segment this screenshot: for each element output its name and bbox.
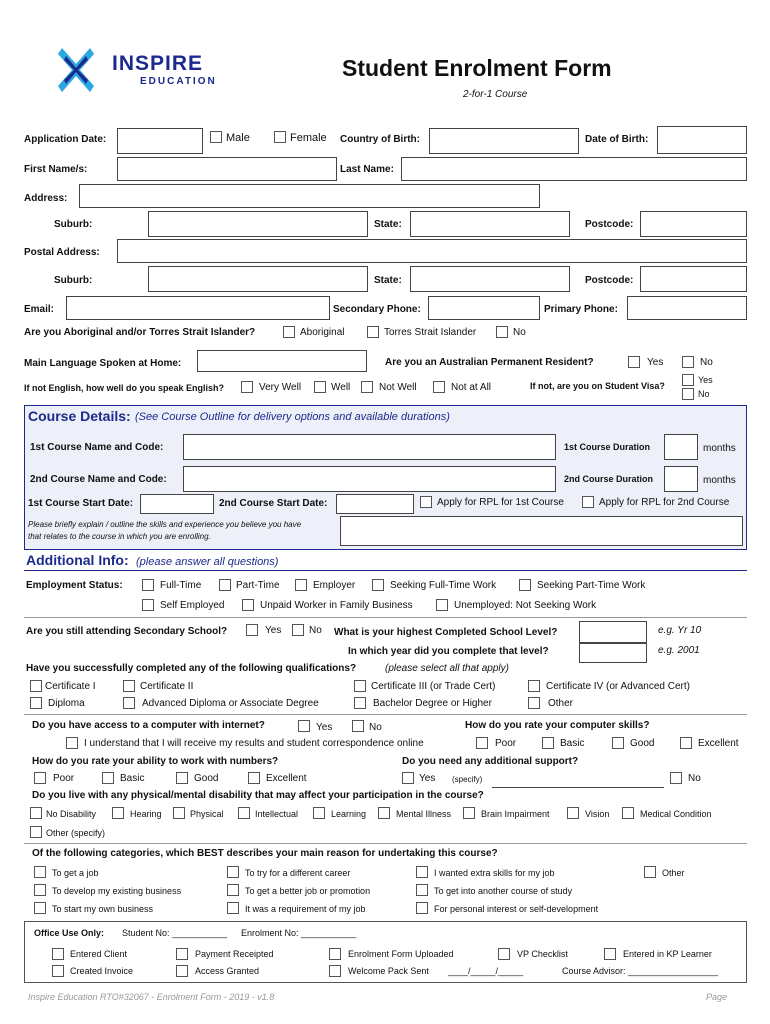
secondary-no-checkbox[interactable] [292, 624, 304, 636]
office-created-invoice-checkbox[interactable] [52, 965, 64, 977]
numbers-good-label: Good [194, 773, 219, 784]
male-checkbox[interactable] [210, 131, 222, 143]
highest-level-example: e.g. Yr 10 [658, 625, 702, 636]
reason-own-business-label: To start my own business [52, 904, 154, 914]
seeking-ft-checkbox[interactable] [372, 579, 384, 591]
reason-get-job-label: To get a job [52, 868, 99, 878]
office-use-title: Office Use Only: [34, 928, 105, 938]
main-language-label: Main Language Spoken at Home: [24, 358, 182, 369]
second-course-name-label: 2nd Course Name and Code: [30, 474, 167, 485]
office-entered-kp-checkbox[interactable] [604, 948, 616, 960]
page-title: Student Enrolment Form [342, 55, 612, 81]
explain-text-1: Please briefly explain / outline the skills and experience you believe you have [28, 520, 302, 529]
well-label: Well [331, 382, 351, 393]
cert3-label: Certificate III (or Trade Cert) [371, 681, 496, 692]
hearing-checkbox[interactable] [112, 807, 124, 819]
postal-address-field[interactable] [117, 239, 747, 263]
reason-another-course-label: To get into another course of study [434, 886, 573, 896]
cert1-label: Certificate I [45, 681, 96, 692]
address-field[interactable] [79, 184, 540, 208]
office-welcome-pack-label: Welcome Pack Sent [348, 966, 429, 976]
second-duration-field[interactable] [664, 466, 698, 492]
employer-checkbox[interactable] [295, 579, 307, 591]
reason-develop-label: To develop my existing business [52, 886, 182, 896]
reason-try-career-checkbox[interactable] [227, 866, 239, 878]
bachelor-label: Bachelor Degree or Higher [373, 698, 492, 709]
office-course-advisor: Course Advisor: __________________ [562, 966, 719, 976]
date-of-birth-field[interactable] [657, 126, 747, 154]
state-field[interactable] [410, 211, 570, 237]
understand-checkbox[interactable] [66, 737, 78, 749]
second-months-label: months [703, 475, 736, 486]
qual-other-checkbox[interactable] [528, 697, 540, 709]
reason-another-course-checkbox[interactable] [416, 884, 428, 896]
highest-level-question: What is your highest Completed School Level? [334, 627, 558, 638]
well-checkbox[interactable] [314, 381, 326, 393]
first-duration-label: 1st Course Duration [564, 442, 651, 452]
office-date-blank: ____/_____/_____ [448, 966, 524, 976]
first-start-label: 1st Course Start Date: [28, 498, 134, 509]
reason-question: Of the following categories, which BEST describes your main reason for undertaking this course? [32, 848, 498, 859]
office-payment-label: Payment Receipted [195, 949, 274, 959]
office-enrolment-no: Enrolment No: ___________ [241, 928, 357, 938]
numbers-question: How do you rate your ability to work with numbers? [32, 756, 279, 767]
visa-yes-checkbox[interactable] [682, 374, 694, 386]
seeking-pt-checkbox[interactable] [519, 579, 531, 591]
employer-label: Employer [313, 580, 356, 591]
suburb-field[interactable] [148, 211, 368, 237]
postcode-label: Postcode: [585, 219, 634, 230]
learning-label: Learning [331, 809, 367, 819]
employment-status-label: Employment Status: [26, 580, 123, 591]
cert1-checkbox[interactable] [30, 680, 42, 692]
qual-other-label: Other [548, 698, 574, 709]
numbers-excellent-label: Excellent [266, 773, 307, 784]
hearing-label: Hearing [130, 809, 162, 819]
additional-divider [24, 570, 747, 571]
self-employed-label: Self Employed [160, 600, 225, 611]
qualifications-divider [24, 714, 747, 715]
english-question: If not English, how well do you speak English? [24, 383, 225, 393]
postal-postcode-field[interactable] [640, 266, 747, 292]
footer-page: Page [706, 992, 728, 1002]
full-time-checkbox[interactable] [142, 579, 154, 591]
aboriginal-no-label: No [513, 327, 526, 338]
unemployed-label: Unemployed: Not Seeking Work [454, 600, 597, 611]
resident-yes-label: Yes [647, 357, 664, 368]
computer-no-label: No [369, 722, 382, 733]
resident-yes-checkbox[interactable] [628, 356, 640, 368]
skills-poor-checkbox[interactable] [476, 737, 488, 749]
visa-question: If not, are you on Student Visa? [530, 381, 665, 391]
reason-get-job-checkbox[interactable] [34, 866, 46, 878]
primary-phone-field[interactable] [627, 296, 747, 320]
suburb-label: Suburb: [54, 219, 93, 230]
postal-suburb-field[interactable] [148, 266, 368, 292]
reason-try-career-label: To try for a different career [245, 868, 351, 878]
highest-level-field[interactable] [579, 621, 647, 643]
office-entered-client-label: Entered Client [70, 949, 128, 959]
disability-question: Do you live with any physical/mental disability that may affect your participation in the course? [32, 790, 484, 801]
very-well-checkbox[interactable] [241, 381, 253, 393]
physical-checkbox[interactable] [173, 807, 185, 819]
secondary-yes-label: Yes [265, 625, 282, 636]
reason-personal-label: For personal interest or self-development [434, 904, 599, 914]
country-of-birth-field[interactable] [429, 128, 579, 154]
vision-label: Vision [585, 809, 610, 819]
mental-checkbox[interactable] [378, 807, 390, 819]
additional-info-note: (please answer all questions) [136, 556, 279, 568]
computer-skills-question: How do you rate your computer skills? [465, 720, 650, 731]
first-names-field[interactable] [117, 157, 337, 181]
address-label: Address: [24, 193, 68, 204]
reason-requirement-checkbox[interactable] [227, 902, 239, 914]
reason-requirement-label: It was a requirement of my job [245, 904, 366, 914]
reason-other-label: Other [662, 868, 685, 878]
office-access-granted-checkbox[interactable] [176, 965, 188, 977]
year-example: e.g. 2001 [658, 645, 700, 656]
aboriginal-question: Are you Aboriginal and/or Torres Strait Islander? [24, 327, 256, 338]
aboriginal-checkbox[interactable] [283, 326, 295, 338]
brand-name: INSPIRE [112, 52, 204, 75]
year-question: In which year did you complete that level? [348, 646, 549, 657]
skills-poor-label: Poor [495, 738, 517, 749]
first-duration-field[interactable] [664, 434, 698, 460]
aboriginal-no-checkbox[interactable] [496, 326, 508, 338]
computer-yes-checkbox[interactable] [298, 720, 310, 732]
not-at-all-checkbox[interactable] [433, 381, 445, 393]
support-specify-field[interactable] [492, 772, 664, 788]
qualifications-question: Have you successfully completed any of the following qualifications? [26, 663, 357, 674]
second-start-field[interactable] [336, 494, 414, 514]
cert4-checkbox[interactable] [528, 680, 540, 692]
numbers-poor-checkbox[interactable] [34, 772, 46, 784]
seeking-pt-label: Seeking Part-Time Work [537, 580, 646, 591]
explain-text-2: that relates to the course in which you are enrolling. [28, 532, 211, 541]
support-yes-checkbox[interactable] [402, 772, 414, 784]
rpl-second-label: Apply for RPL for 2nd Course [599, 497, 730, 508]
adv-diploma-checkbox[interactable] [123, 697, 135, 709]
primary-phone-label: Primary Phone: [544, 304, 618, 315]
part-time-checkbox[interactable] [219, 579, 231, 591]
skills-excellent-label: Excellent [698, 738, 739, 749]
disability-other-checkbox[interactable] [30, 826, 42, 838]
application-date-label: Application Date: [24, 134, 107, 145]
adv-diploma-label: Advanced Diploma or Associate Degree [142, 698, 319, 709]
mental-label: Mental Illness [396, 809, 452, 819]
secondary-phone-label: Secondary Phone: [333, 304, 421, 315]
office-welcome-pack-checkbox[interactable] [329, 965, 341, 977]
support-no-label: No [688, 773, 701, 784]
main-language-field[interactable] [197, 350, 367, 372]
last-name-field[interactable] [401, 157, 747, 181]
no-disability-checkbox[interactable] [30, 807, 42, 819]
cert4-label: Certificate IV (or Advanced Cert) [546, 681, 690, 692]
understand-label: I understand that I will receive my results and student correspondence online [84, 738, 424, 749]
email-field[interactable] [66, 296, 330, 320]
resident-no-label: No [700, 357, 713, 368]
support-question: Do you need any additional support? [402, 756, 579, 767]
skills-excellent-checkbox[interactable] [680, 737, 692, 749]
male-label: Male [226, 132, 250, 144]
postcode-field[interactable] [640, 211, 747, 237]
support-no-checkbox[interactable] [670, 772, 682, 784]
numbers-good-checkbox[interactable] [176, 772, 188, 784]
unpaid-label: Unpaid Worker in Family Business [260, 600, 413, 611]
disability-other-label: Other (specify) [46, 828, 106, 838]
year-field[interactable] [579, 643, 647, 663]
reason-other-checkbox[interactable] [644, 866, 656, 878]
additional-info-heading: Additional Info: [26, 552, 129, 568]
seeking-ft-label: Seeking Full-Time Work [390, 580, 497, 591]
bachelor-checkbox[interactable] [354, 697, 366, 709]
cert2-checkbox[interactable] [123, 680, 135, 692]
visa-no-checkbox[interactable] [682, 388, 694, 400]
secondary-yes-checkbox[interactable] [246, 624, 258, 636]
skills-basic-label: Basic [560, 738, 585, 749]
not-well-checkbox[interactable] [361, 381, 373, 393]
skills-good-checkbox[interactable] [612, 737, 624, 749]
computer-question: Do you have access to a computer with internet? [32, 720, 265, 731]
medical-label: Medical Condition [640, 809, 712, 819]
first-start-field[interactable] [140, 494, 214, 514]
visa-no-label: No [698, 389, 710, 399]
country-of-birth-label: Country of Birth: [340, 134, 420, 145]
explain-field[interactable] [340, 516, 743, 546]
reason-personal-checkbox[interactable] [416, 902, 428, 914]
first-months-label: months [703, 443, 736, 454]
office-entered-kp-label: Entered in KP Learner [623, 949, 712, 959]
self-employed-checkbox[interactable] [142, 599, 154, 611]
reason-extra-skills-checkbox[interactable] [416, 866, 428, 878]
footer-text: Inspire Education RTO#32067 - Enrolment Form - 2019 - v1.8 [28, 992, 275, 1002]
postal-suburb-label: Suburb: [54, 275, 93, 286]
second-duration-label: 2nd Course Duration [564, 474, 654, 484]
learning-checkbox[interactable] [313, 807, 325, 819]
reason-extra-skills-label: I wanted extra skills for my job [434, 868, 555, 878]
unemployed-checkbox[interactable] [436, 599, 448, 611]
reason-develop-checkbox[interactable] [34, 884, 46, 896]
support-specify-label: (specify) [452, 775, 483, 784]
rpl-first-checkbox[interactable] [420, 496, 432, 508]
employment-divider [24, 617, 747, 618]
medical-checkbox[interactable] [622, 807, 634, 819]
course-details-note: (See Course Outline for delivery options and available durations) [135, 411, 450, 423]
postal-state-field[interactable] [410, 266, 570, 292]
reason-own-business-checkbox[interactable] [34, 902, 46, 914]
diploma-checkbox[interactable] [30, 697, 42, 709]
secondary-phone-field[interactable] [428, 296, 540, 320]
first-names-label: First Name/s: [24, 164, 88, 175]
office-vp-checklist-checkbox[interactable] [498, 948, 510, 960]
physical-label: Physical [190, 809, 224, 819]
second-start-label: 2nd Course Start Date: [219, 498, 328, 509]
postal-state-label: State: [374, 275, 402, 286]
female-label: Female [290, 132, 327, 144]
disability-divider [24, 843, 747, 844]
aboriginal-label: Aboriginal [300, 327, 345, 338]
resident-no-checkbox[interactable] [682, 356, 694, 368]
visa-yes-label: Yes [698, 375, 713, 385]
office-access-granted-label: Access Granted [195, 966, 260, 976]
numbers-basic-label: Basic [120, 773, 145, 784]
brain-label: Brain Impairment [481, 809, 550, 819]
first-course-name-field[interactable] [183, 434, 556, 460]
numbers-excellent-checkbox[interactable] [248, 772, 260, 784]
course-details-heading: Course Details: [28, 408, 131, 424]
secondary-school-question: Are you still attending Secondary School? [26, 626, 228, 637]
intellectual-label: Intellectual [255, 809, 299, 819]
intellectual-checkbox[interactable] [238, 807, 250, 819]
office-enrolment-uploaded-label: Enrolment Form Uploaded [348, 949, 454, 959]
rpl-second-checkbox[interactable] [582, 496, 594, 508]
diploma-label: Diploma [48, 698, 85, 709]
skills-good-label: Good [630, 738, 655, 749]
torres-label: Torres Strait Islander [384, 327, 477, 338]
no-disability-label: No Disability [46, 809, 97, 819]
rpl-first-label: Apply for RPL for 1st Course [437, 497, 564, 508]
office-enrolment-uploaded-checkbox[interactable] [329, 948, 341, 960]
skills-basic-checkbox[interactable] [542, 737, 554, 749]
torres-checkbox[interactable] [367, 326, 379, 338]
unpaid-checkbox[interactable] [242, 599, 254, 611]
postal-address-label: Postal Address: [24, 247, 100, 258]
reason-better-job-label: To get a better job or promotion [245, 886, 371, 896]
brand-subname: EDUCATION [140, 76, 217, 87]
page-subtitle: 2-for-1 Course [463, 89, 528, 100]
office-payment-checkbox[interactable] [176, 948, 188, 960]
postal-postcode-label: Postcode: [585, 275, 634, 286]
numbers-basic-checkbox[interactable] [102, 772, 114, 784]
computer-yes-label: Yes [316, 722, 333, 733]
female-checkbox[interactable] [274, 131, 286, 143]
state-label: State: [374, 219, 402, 230]
first-course-name-label: 1st Course Name and Code: [30, 442, 164, 453]
office-created-invoice-label: Created Invoice [70, 966, 134, 976]
part-time-label: Part-Time [236, 580, 280, 591]
full-time-label: Full-Time [160, 580, 202, 591]
very-well-label: Very Well [259, 382, 302, 393]
numbers-poor-label: Poor [53, 773, 75, 784]
not-well-label: Not Well [379, 382, 417, 393]
inspire-logo-icon [48, 46, 104, 94]
email-label: Email: [24, 304, 55, 315]
office-entered-client-checkbox[interactable] [52, 948, 64, 960]
vision-checkbox[interactable] [567, 807, 579, 819]
cert2-label: Certificate II [140, 681, 194, 692]
qualifications-note: (please select all that apply) [385, 663, 509, 674]
application-date-field[interactable] [117, 128, 203, 154]
brain-checkbox[interactable] [463, 807, 475, 819]
second-course-name-field[interactable] [183, 466, 556, 492]
not-at-all-label: Not at All [451, 382, 492, 393]
office-vp-checklist-label: VP Checklist [517, 949, 568, 959]
perm-resident-question: Are you an Australian Permanent Resident? [385, 357, 594, 368]
support-yes-label: Yes [419, 773, 436, 784]
computer-no-checkbox[interactable] [352, 720, 364, 732]
office-student-no: Student No: ___________ [122, 928, 228, 938]
reason-better-job-checkbox[interactable] [227, 884, 239, 896]
secondary-no-label: No [309, 625, 322, 636]
cert3-checkbox[interactable] [354, 680, 366, 692]
last-name-label: Last Name: [340, 164, 394, 175]
date-of-birth-label: Date of Birth: [585, 134, 649, 145]
